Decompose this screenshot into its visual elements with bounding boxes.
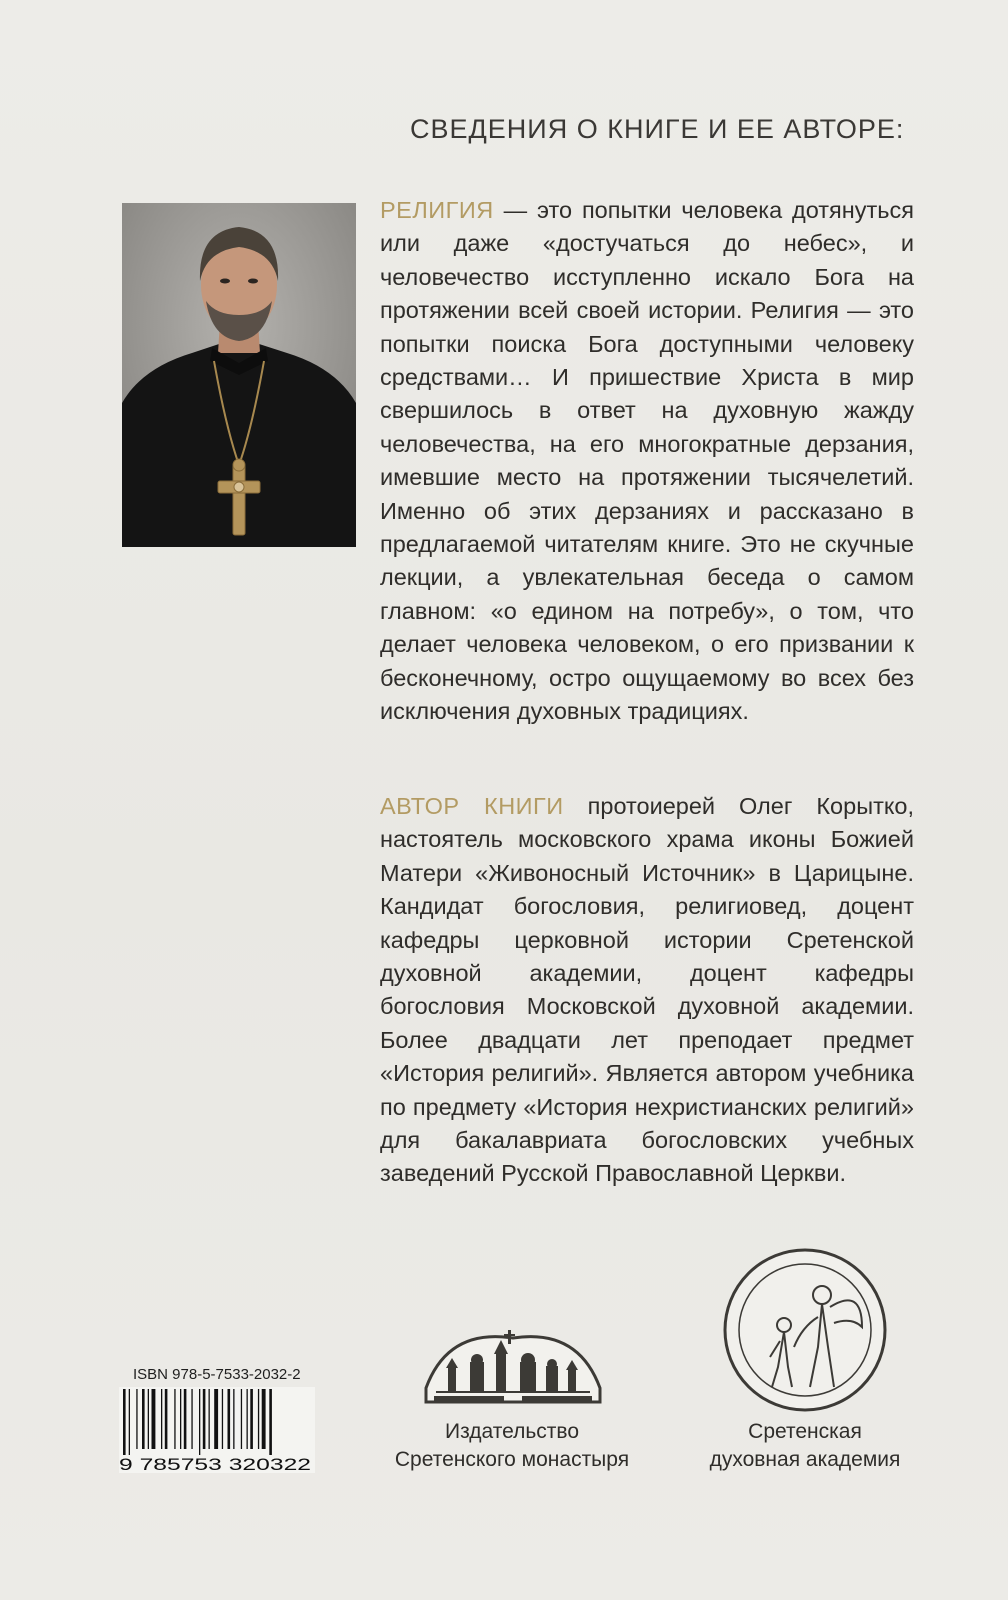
academy-line1: Сретенская (748, 1420, 862, 1443)
barcode-bar (136, 1389, 137, 1449)
barcode-digits: 9 785753 320322 (119, 1455, 311, 1473)
barcode-bar (142, 1389, 145, 1449)
religion-paragraph (380, 194, 914, 729)
barcode-bar (250, 1389, 253, 1449)
barcode-bar (180, 1389, 181, 1449)
religion-lead: РЕЛИГИЯ (380, 197, 494, 223)
barcode-bar (269, 1389, 272, 1455)
barcode-bar (123, 1389, 126, 1455)
barcode-bar (241, 1389, 242, 1449)
academy-line2: духовная академия (709, 1448, 901, 1471)
barcode-bar (148, 1389, 149, 1449)
barcode-bar (203, 1389, 206, 1449)
barcode-bar (184, 1389, 187, 1449)
barcode-bar (165, 1389, 168, 1449)
publisher-line2: Сретенского монастыря (394, 1448, 630, 1471)
publisher-line1: Издательство (444, 1420, 579, 1443)
page-title: СВЕДЕНИЯ О КНИГЕ И ЕЕ АВТОРЕ: (410, 114, 905, 144)
author-text: протоиерей Олег Корытко, настоятель московского храма иконы Божией Матери «Живоносный Источник» в Царицыне. Кандидат богословия, религиовед, доцент кафедры церковной истории Сретенской духовной академии, доцент кафедры богословия Московской духовной академии. Более двадцати лет преподает предмет «История религий». Является автором учебника по предмету «История нехристианских религий» для бакалавриата богословских учебных заведений Русской Православной Церкви. (380, 793, 914, 1187)
barcode-bar (228, 1389, 231, 1449)
barcode-bar (214, 1389, 218, 1449)
isbn-label: ISBN 978-5-7533-2032-2 (133, 1366, 301, 1383)
publisher-name (368, 1418, 656, 1474)
author-lead: АВТОР КНИГИ (380, 793, 564, 819)
publisher-logo-icon (418, 1318, 608, 1414)
academy-name (690, 1418, 920, 1474)
author-photo (122, 203, 356, 547)
barcode-bar (199, 1389, 200, 1455)
barcode-bar (222, 1389, 223, 1449)
barcode-bar (258, 1389, 259, 1449)
barcode-bar (129, 1389, 130, 1455)
religion-text: — это попытки человека дотянуться или даже «достучаться до небес», и человечество исступленно искало Бога на протяжении всей своей истории. Религия — это попытки поиска Бога доступными человеку средствами… И пришествие Христа в мир свершилось в ответ на духовную жажду человечества, на его многократные дерзания, имевшие место на протяжении тысячелетий. Именно об этих дерзаниях и рассказано в предлагаемой читателям книге. Это не скучные лекции, а увлекательная беседа о самом главном: «о едином на потребу», о том, что делает человека человеком, о его призвании к бесконечному, остро ощущаемому во всех без исключения духовных традициях. (380, 197, 914, 725)
barcode-bar (191, 1389, 192, 1449)
barcode (119, 1387, 315, 1473)
barcode-bar (152, 1389, 156, 1449)
barcode-bar (233, 1389, 234, 1449)
academy-seal-icon (722, 1247, 888, 1413)
barcode-bar (161, 1389, 162, 1449)
author-paragraph (380, 790, 914, 1191)
barcode-bar (247, 1389, 248, 1449)
barcode-bar (209, 1389, 210, 1449)
author-portrait-image (122, 203, 356, 547)
barcode-bar (262, 1389, 266, 1449)
barcode-bar (174, 1389, 175, 1449)
